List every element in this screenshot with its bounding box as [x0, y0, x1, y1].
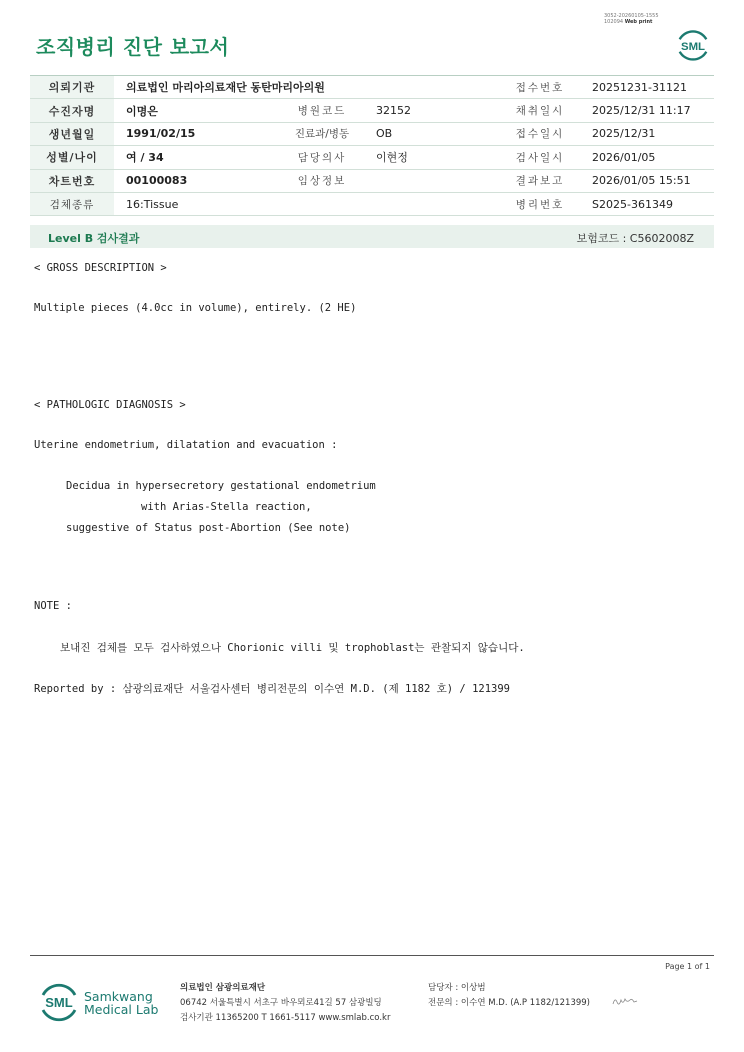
value-receipt-number: 20251231-31121 — [580, 76, 714, 99]
print-code-line1: 3052-20260105-1555 — [604, 13, 659, 19]
diagnosis-line: suggestive of Status post-Abortion (See note) — [66, 522, 351, 534]
info-row — [30, 146, 714, 169]
footer-staff-info — [428, 981, 590, 1011]
label-receipt-date: 접수일시 — [500, 122, 580, 145]
print-code-line2: 102094 Web print — [604, 19, 653, 25]
label-receipt-number: 접수번호 — [500, 76, 580, 99]
info-row — [30, 192, 714, 215]
value-clinical-info — [364, 169, 500, 192]
reported-by: Reported by : 삼광의료재단 서울검사센터 병리전문의 이수연 M.D. (제 1182 호) / 121399 — [34, 683, 511, 695]
label-chart-number: 차트번호 — [30, 169, 114, 192]
lab-brand-name: Samkwang Medical Lab — [84, 989, 159, 1017]
label-pathology-number: 병리번호 — [500, 192, 580, 215]
label-hospital-code: 병원코드 — [280, 99, 364, 122]
footer-divider — [30, 955, 714, 956]
patient-info-table — [30, 75, 714, 216]
value-receipt-date: 2025/12/31 — [580, 122, 714, 145]
svg-text:SML: SML — [680, 40, 706, 53]
diagnosis-line: with Arias-Stella reaction, — [141, 501, 312, 513]
label-specimen-type: 검체종류 — [30, 192, 114, 215]
footer-org-info — [180, 981, 390, 1026]
label-requesting-institution: 의뢰기관 — [30, 76, 114, 99]
gross-text: Multiple pieces (4.0cc in volume), entirely. (2 HE) — [34, 302, 357, 314]
label-birth-date: 생년월일 — [30, 122, 114, 145]
footer-org-name: 의료법인 삼광의료재단 — [180, 983, 266, 993]
sml-logo-icon — [674, 26, 712, 64]
label-clinical-info: 임상정보 — [280, 169, 364, 192]
diagnosis-heading: < PATHOLOGIC DIAGNOSIS > — [34, 399, 186, 411]
info-row — [30, 122, 714, 145]
info-row — [30, 76, 714, 99]
svg-text:SML: SML — [45, 995, 73, 1010]
value-pathology-number: S2025-361349 — [580, 192, 714, 215]
value-physician: 이현정 — [364, 146, 500, 169]
sml-logo-icon — [37, 980, 81, 1024]
label-sex-age: 성별/나이 — [30, 146, 114, 169]
note-heading: NOTE : — [34, 600, 72, 612]
footer-address: 06742 서울특별시 서초구 바우뫼로41길 57 삼광빌딩 — [180, 998, 382, 1008]
diagnosis-line: Decidua in hypersecretory gestational endometrium — [66, 480, 376, 492]
note-text: 보내진 검체를 모두 검사하였으나 Chorionic villi 및 trophoblast는 관찰되지 않습니다. — [60, 642, 525, 654]
level-label: Level B 검사결과 — [48, 232, 140, 245]
label-department: 진료과/병동 — [280, 122, 364, 145]
page-title: 조직병리 진단 보고서 — [36, 35, 230, 59]
label-test-date: 검사일시 — [500, 146, 580, 169]
value-collection-datetime: 2025/12/31 11:17 — [580, 99, 714, 122]
value-sex-age: 여 / 34 — [114, 146, 280, 169]
diagnosis-line: Uterine endometrium, dilatation and evacuation : — [34, 439, 338, 451]
value-requesting-institution: 의료법인 마리아의료재단 동탄마리아의원 — [114, 76, 500, 99]
footer-specialist: 전문의 : 이수연 M.D. (A.P 1182/121399) — [428, 998, 590, 1008]
gross-heading: < GROSS DESCRIPTION > — [34, 262, 167, 274]
value-patient-name: 이명은 — [114, 99, 280, 122]
info-row — [30, 169, 714, 192]
value-department: OB — [364, 122, 500, 145]
label-patient-name: 수진자명 — [30, 99, 114, 122]
insurance-code: 보험코드 : C5602008Z — [576, 232, 694, 245]
level-bar — [30, 225, 714, 248]
signature-image — [612, 996, 638, 1006]
label-physician: 담당의사 — [280, 146, 364, 169]
footer-contact: 검사기관 11365200 T 1661-5117 www.smlab.co.kr — [180, 1013, 391, 1023]
value-birth-date: 1991/02/15 — [114, 122, 280, 145]
value-hospital-code: 32152 — [364, 99, 500, 122]
value-chart-number: 00100083 — [114, 169, 280, 192]
print-code — [604, 13, 659, 25]
info-row — [30, 99, 714, 122]
footer-manager: 담당자 : 이상범 — [428, 983, 486, 993]
value-result-report: 2026/01/05 15:51 — [580, 169, 714, 192]
label-result-report: 결과보고 — [500, 169, 580, 192]
value-specimen-type: 16:Tissue — [114, 192, 500, 215]
page-number: Page 1 of 1 — [665, 962, 710, 971]
label-collection-datetime: 채취일시 — [500, 99, 580, 122]
value-test-date: 2026/01/05 — [580, 146, 714, 169]
